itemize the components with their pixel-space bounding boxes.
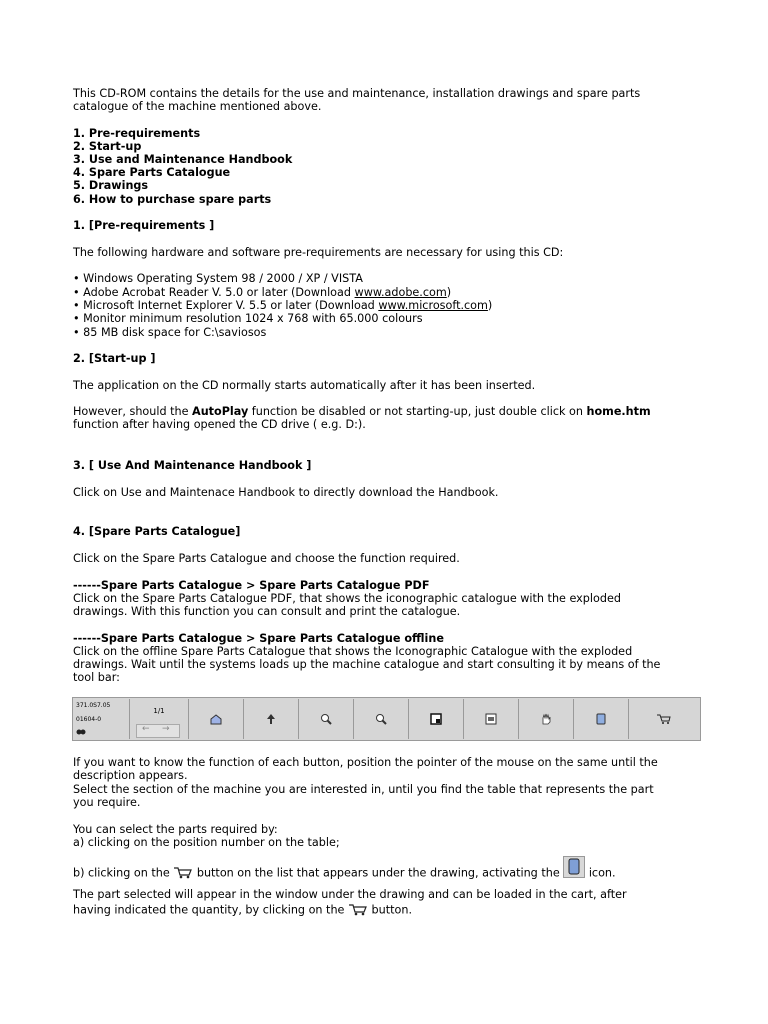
zoom-out-icon	[375, 713, 387, 725]
toolbar-home-button[interactable]	[189, 699, 244, 739]
prereq-bullet: • Microsoft Internet Explorer V. 5.5 or later (Download www.microsoft.com)	[73, 299, 493, 312]
toc-item-4[interactable]: 4. Spare Parts Catalogue	[73, 166, 231, 179]
after-line: description appears.	[73, 769, 188, 782]
select-line-2: a) clicking on the position number on the table;	[73, 836, 340, 849]
toc-item-5[interactable]: 5. Drawings	[73, 179, 149, 192]
startup-text-1: The application on the CD normally starts automatically after it has been inserted.	[73, 379, 536, 392]
cart-icon	[173, 865, 193, 882]
toolbar-zoom-out-button[interactable]	[354, 699, 409, 739]
after-line: Select the section of the machine you are interested in, until you find the table that represents the part	[73, 783, 654, 796]
toolbar-document-button[interactable]	[409, 699, 464, 739]
document-icon	[430, 713, 442, 725]
page-nav	[136, 724, 180, 738]
toolbar-hand-button[interactable]	[519, 699, 574, 739]
prereq-bullet: • 85 MB disk space for C:\saviosos	[73, 326, 267, 339]
cart-icon	[348, 902, 368, 919]
zoom-in-icon	[320, 713, 332, 725]
section-heading-startup: 2. [Start-up ]	[73, 352, 156, 365]
prereq-bullet: • Monitor minimum resolution 1024 x 768 with 65.000 colours	[73, 312, 423, 325]
toc-item-6[interactable]: 6. How to purchase spare parts	[73, 193, 272, 206]
up-arrow-icon	[265, 713, 277, 725]
adobe-link[interactable]: www.adobe.com	[354, 286, 447, 299]
select-line-1: You can select the parts required by:	[73, 823, 278, 836]
toolbar-list-button[interactable]	[574, 699, 629, 739]
binoculars-icon[interactable]	[76, 728, 86, 737]
list-icon	[563, 856, 585, 881]
toolbar-zoom-in-button[interactable]	[299, 699, 354, 739]
catalogue-pdf-line: Click on the Spare Parts Catalogue PDF, that shows the iconographic catalogue with the exploded	[73, 592, 621, 605]
toolbar-info-panel	[74, 699, 130, 739]
prereq-bullet: • Adobe Acrobat Reader V. 5.0 or later (Download www.adobe.com)	[73, 286, 452, 299]
toolbar-up-button[interactable]	[244, 699, 299, 739]
handbook-text: Click on Use and Maintenace Handbook to directly download the Handbook.	[73, 486, 499, 499]
catalogue-toolbar	[72, 697, 701, 741]
startup-text-2: However, should the AutoPlay function be disabled or not starting-up, just double click on home.htm	[73, 405, 651, 418]
catalogue-offline-line: tool bar:	[73, 671, 120, 684]
select-line-3: b) clicking on the button on the list that appears under the drawing, activating the icon.	[73, 861, 616, 886]
toc-item-1[interactable]: 1. Pre-requirements	[73, 127, 201, 140]
startup-text-3: function after having opened the CD drive ( e.g. D:).	[73, 418, 366, 431]
next-arrow-icon[interactable]: →	[162, 724, 170, 734]
print-icon	[485, 713, 497, 725]
section-heading-prereq: 1. [Pre-requirements ]	[73, 219, 215, 232]
microsoft-link[interactable]: www.microsoft.com	[378, 299, 488, 312]
part-code: 01604-0	[76, 716, 102, 723]
hand-icon	[540, 713, 552, 725]
prev-arrow-icon[interactable]: ←	[142, 724, 150, 734]
catalogue-pdf-heading: ------Spare Parts Catalogue > Spare Parts Catalogue PDF	[73, 579, 430, 592]
after-line: If you want to know the function of each button, position the pointer of the mouse on the same until the	[73, 756, 658, 769]
select-line-4: The part selected will appear in the window under the drawing and can be loaded in the cart, after	[73, 888, 627, 901]
catalogue-pdf-line: drawings. With this function you can consult and print the catalogue.	[73, 605, 461, 618]
catalogue-offline-line: drawings. Wait until the systems loads up the machine catalogue and start consulting it by means of the	[73, 658, 661, 671]
intro-line-1: This CD-ROM contains the details for the use and maintenance, installation drawings and spare parts	[73, 87, 641, 100]
toolbar-print-button[interactable]	[464, 699, 519, 739]
cart-icon	[657, 713, 671, 725]
intro-line-2: catalogue of the machine mentioned above.	[73, 100, 322, 113]
prereq-bullet: • Windows Operating System 98 / 2000 / XP / VISTA	[73, 272, 363, 285]
toolbar-page-panel	[130, 699, 189, 739]
home-icon	[210, 713, 222, 725]
section-heading-handbook: 3. [ Use And Maintenance Handbook ]	[73, 459, 312, 472]
page-indicator: 1/1	[153, 707, 165, 715]
toc-item-2[interactable]: 2. Start-up	[73, 140, 142, 153]
after-line: you require.	[73, 796, 141, 809]
select-line-5: having indicated the quantity, by clicking on the button.	[73, 902, 412, 919]
catalogue-text: Click on the Spare Parts Catalogue and choose the function required.	[73, 552, 460, 565]
prereq-intro: The following hardware and software pre-requirements are necessary for using this CD:	[73, 246, 564, 259]
machine-code: 371.0S7.05	[76, 702, 111, 709]
catalogue-offline-heading: ------Spare Parts Catalogue > Spare Parts Catalogue offline	[73, 632, 444, 645]
toc-item-3[interactable]: 3. Use and Maintenance Handbook	[73, 153, 293, 166]
toolbar-cart-button[interactable]	[629, 699, 699, 739]
section-heading-catalogue: 4. [Spare Parts Catalogue]	[73, 525, 241, 538]
catalogue-offline-line: Click on the offline Spare Parts Catalogue that shows the Iconographic Catalogue with the exploded	[73, 645, 633, 658]
list-icon	[595, 713, 607, 725]
